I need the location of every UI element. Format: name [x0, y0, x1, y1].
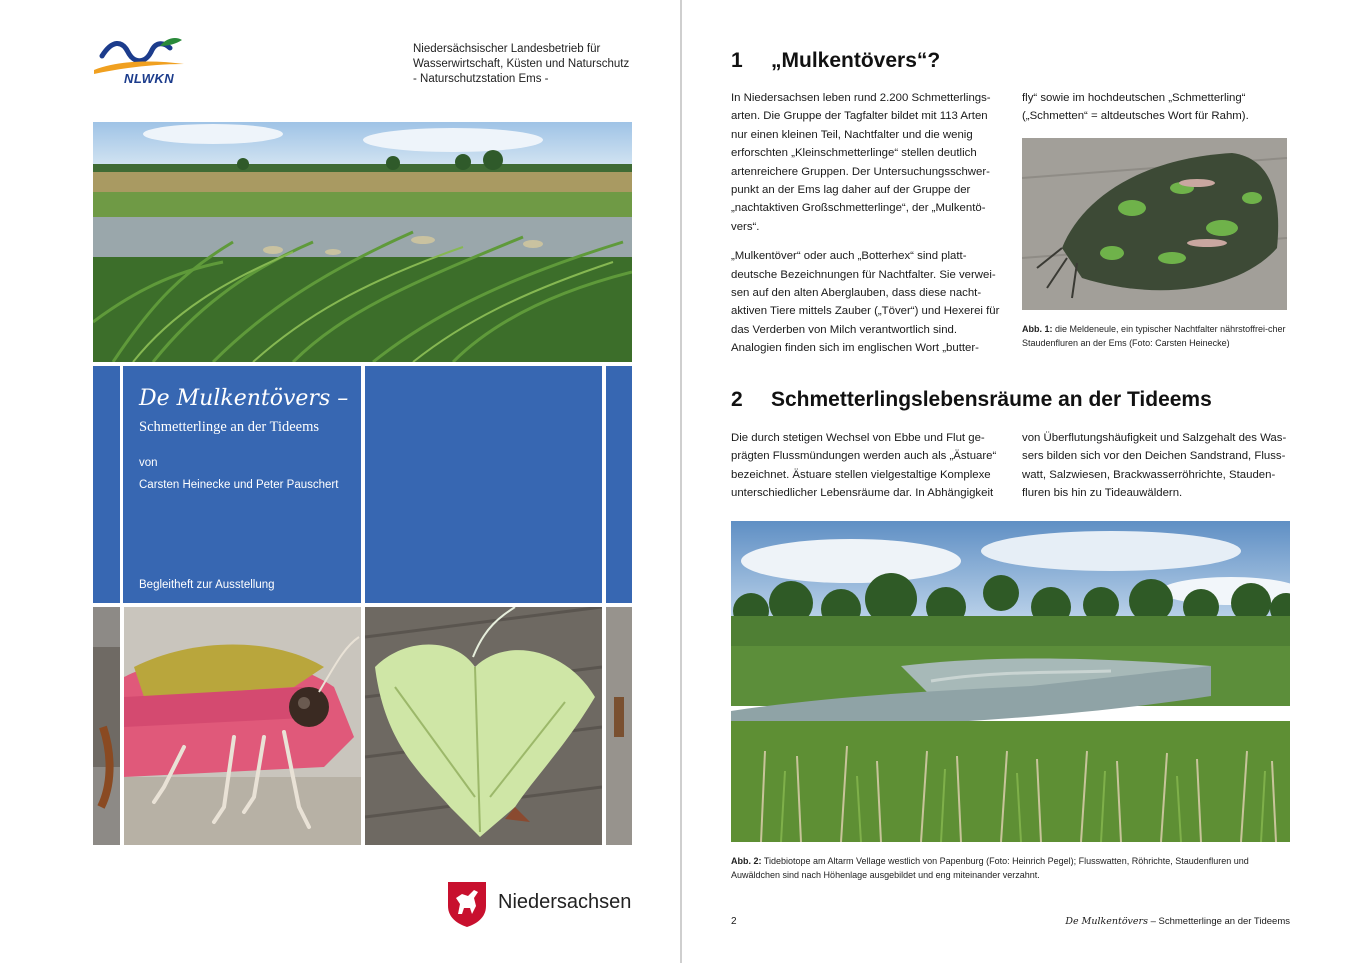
paragraph: von Überflutungshäufigkeit und Salzgehalt des Was-sers bilden sich vor den Deichen Sandstrand, Fluss-watt, Salzwiesen, Brackwasserröhrichte, Stauden-fluren bis hin zu Tideauwäldern. [1022, 432, 1287, 500]
agency-name [413, 42, 643, 87]
agency-line-1: Niedersächsischer Landesbetrieb für [413, 43, 601, 55]
wood-tile-left [93, 607, 120, 845]
paragraph: fly“ sowie im hochdeutschen „Schmetterling“ („Schmetten“ = altdeutsches Wort für Rahm). [1022, 92, 1249, 123]
cover-subtitle: Schmetterlinge an der Tideems [139, 419, 320, 435]
cover-authors: Carsten Heinecke und Peter Pauschert [139, 479, 339, 491]
logo-text: NLWKN [124, 71, 175, 86]
section-1-column-1 [731, 89, 1003, 358]
tidal-biotope-photo [731, 521, 1290, 842]
figure-label: Abb. 1: [1022, 324, 1053, 334]
cover-page [0, 0, 680, 963]
section-number: 2 [731, 388, 743, 411]
section-1-heading [731, 49, 940, 73]
agency-line-2: Wasserwirtschaft, Küsten und Naturschutz [413, 58, 630, 70]
page-number: 2 [731, 916, 737, 927]
paragraph: In Niedersachsen leben rund 2.200 Schmetterlings-arten. Die Gruppe der Tagfalter bildet mit 113 Arten nur einen kleinen Teil, Nachtfalter und die wenig erforschten „Kleinschmetterlinge“ stellen deutlich artenreichere Gruppen. Der Untersuchungsschwer-punkt an der Ems lag daher auf der Gruppe der „nachtaktiven Großschmetterlinge“, der „Mulkentö-vers“. [731, 92, 991, 233]
section-number: 1 [731, 49, 743, 72]
divider [602, 366, 606, 603]
figure-text: die Meldeneule, ein typischer Nachtfalter nährstoffrei-cher Staudenfluren an der Ems (Foto: Carsten Heinecke) [1022, 324, 1286, 348]
section-2-column-2 [1022, 429, 1290, 503]
divider [361, 366, 365, 603]
paragraph: Die durch stetigen Wechsel von Ebbe und Flut ge-prägten Flussmündungen werden auch als „Ästuare“ bezeichnet. Ästuare stellen vielgestaltige Komplexe unterschiedlicher Lebensräume dar. In Abhängigkeit [731, 432, 997, 500]
footer-title-rest: – Schmetterlinge an der Tideems [1147, 916, 1290, 927]
wood-tile-right [606, 607, 632, 845]
horse-crest-icon [446, 880, 488, 928]
running-footer [1065, 916, 1290, 927]
nlwkn-logo [94, 34, 186, 90]
cover-by: von [139, 457, 158, 469]
divider [120, 366, 123, 603]
section-2-heading [731, 388, 1212, 412]
cover-title: De Mulkentövers – [139, 386, 349, 411]
footer-title-italic: De Mulkentövers [1065, 916, 1148, 927]
figure-label: Abb. 2: [731, 856, 762, 866]
agency-line-3: - Naturschutzstation Ems - [413, 73, 549, 85]
cover-note: Begleitheft zur Ausstellung [139, 579, 275, 591]
paragraph: „Mulkentöver“ oder auch „Botterhex“ sind platt-deutsche Bezeichnungen für Nachtfalter. Sie verwei-sen auf den alten Aberglauben, dass diese nacht-aktiven Tiere mittels Zauber („Töver“) und Hexerei für das Verderben von Milch verantwortlich sind. Analogien finden sich im englischen Wort „butter- [731, 250, 1000, 355]
section-1-column-2 [1022, 89, 1290, 126]
elephant-hawk-moth-photo [124, 607, 361, 845]
section-2-column-1 [731, 429, 1003, 503]
section-title: Schmetterlingslebensräume an der Tideems [771, 388, 1212, 411]
moth-photo-meldeneule [1022, 138, 1287, 310]
swallow-tailed-moth-photo [365, 607, 602, 845]
figure-1-caption [1022, 322, 1298, 350]
section-title: „Mulkentövers“? [771, 49, 941, 72]
niedersachsen-logo [446, 880, 636, 928]
reed-landscape-photo [93, 122, 632, 362]
figure-text: Tidebiotope am Altarm Vellage westlich von Papenburg (Foto: Heinrich Pegel); Flusswatten, Röhrichte, Staudenfluren und Auwäldchen sind nach Höhenlage ausgebildet und eng miteinander verzahnt. [731, 856, 1249, 880]
figure-2-caption [731, 854, 1283, 882]
state-name: Niedersachsen [498, 891, 632, 913]
